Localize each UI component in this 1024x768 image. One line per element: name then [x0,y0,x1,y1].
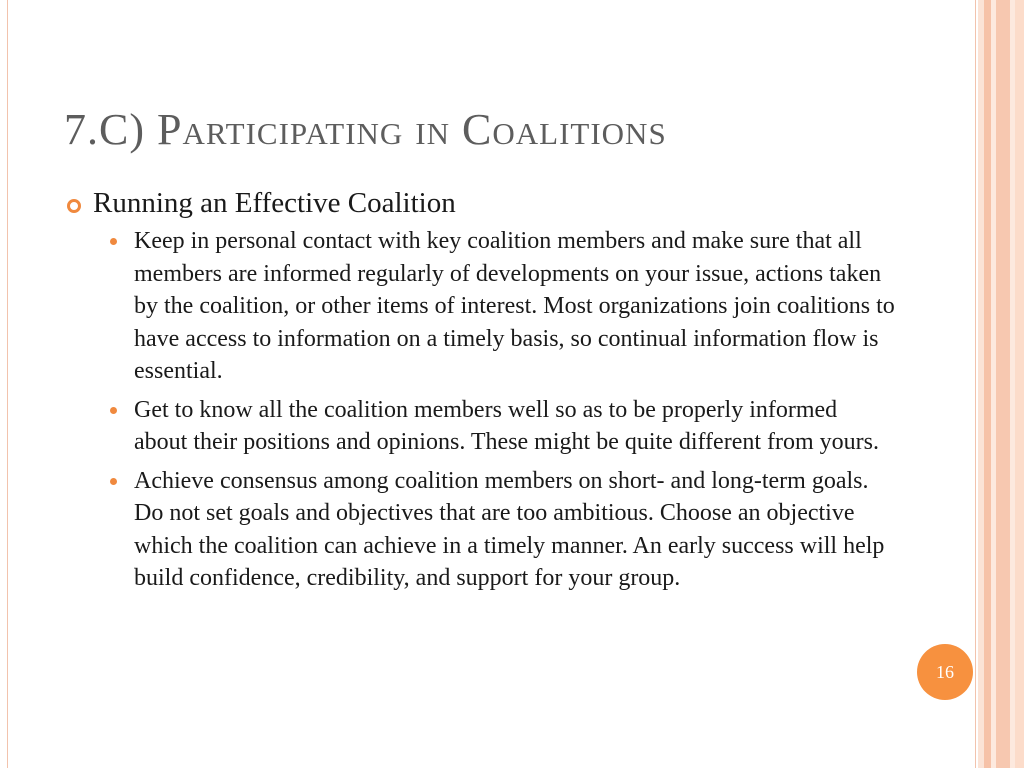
bullet-list [66,225,896,595]
page-number-badge: 16 [917,644,973,700]
list-item [66,394,896,459]
list-item-text: Get to know all the coalition members well so as to be properly informed about their positions and opinions. These might be quite different from yours. [134,396,879,455]
decorative-stripe [984,0,991,768]
list-item [66,465,896,595]
decorative-stripe [996,0,1010,768]
decorative-stripe [1015,0,1024,768]
dot-bullet-icon [110,478,117,485]
heading-bullet-text: Running an Effective Coalition [93,187,456,219]
dot-bullet-icon [110,238,117,245]
list-item [66,225,896,388]
list-item-text: Keep in personal contact with key coalition members and make sure that all members are informed regularly of developments on your issue, actions taken by the coalition, or other items of interest. Most organizations join coalitions to have access to information on a timely basis, so continual information flow is essential. [134,228,895,384]
ring-bullet-icon [67,199,81,213]
slide-title: 7.C) Participating in Coalitions [64,105,667,154]
slide-content [66,185,896,601]
list-item-text: Achieve consensus among coalition members on short- and long-term goals. Do not set goals and objectives that are too ambitious. Choose an objective which the coalition can achieve in a timely manner. An early success will help build confidence, credibility, and support for your group. [134,467,885,591]
dot-bullet-icon [110,407,117,414]
heading-bullet [66,185,896,221]
